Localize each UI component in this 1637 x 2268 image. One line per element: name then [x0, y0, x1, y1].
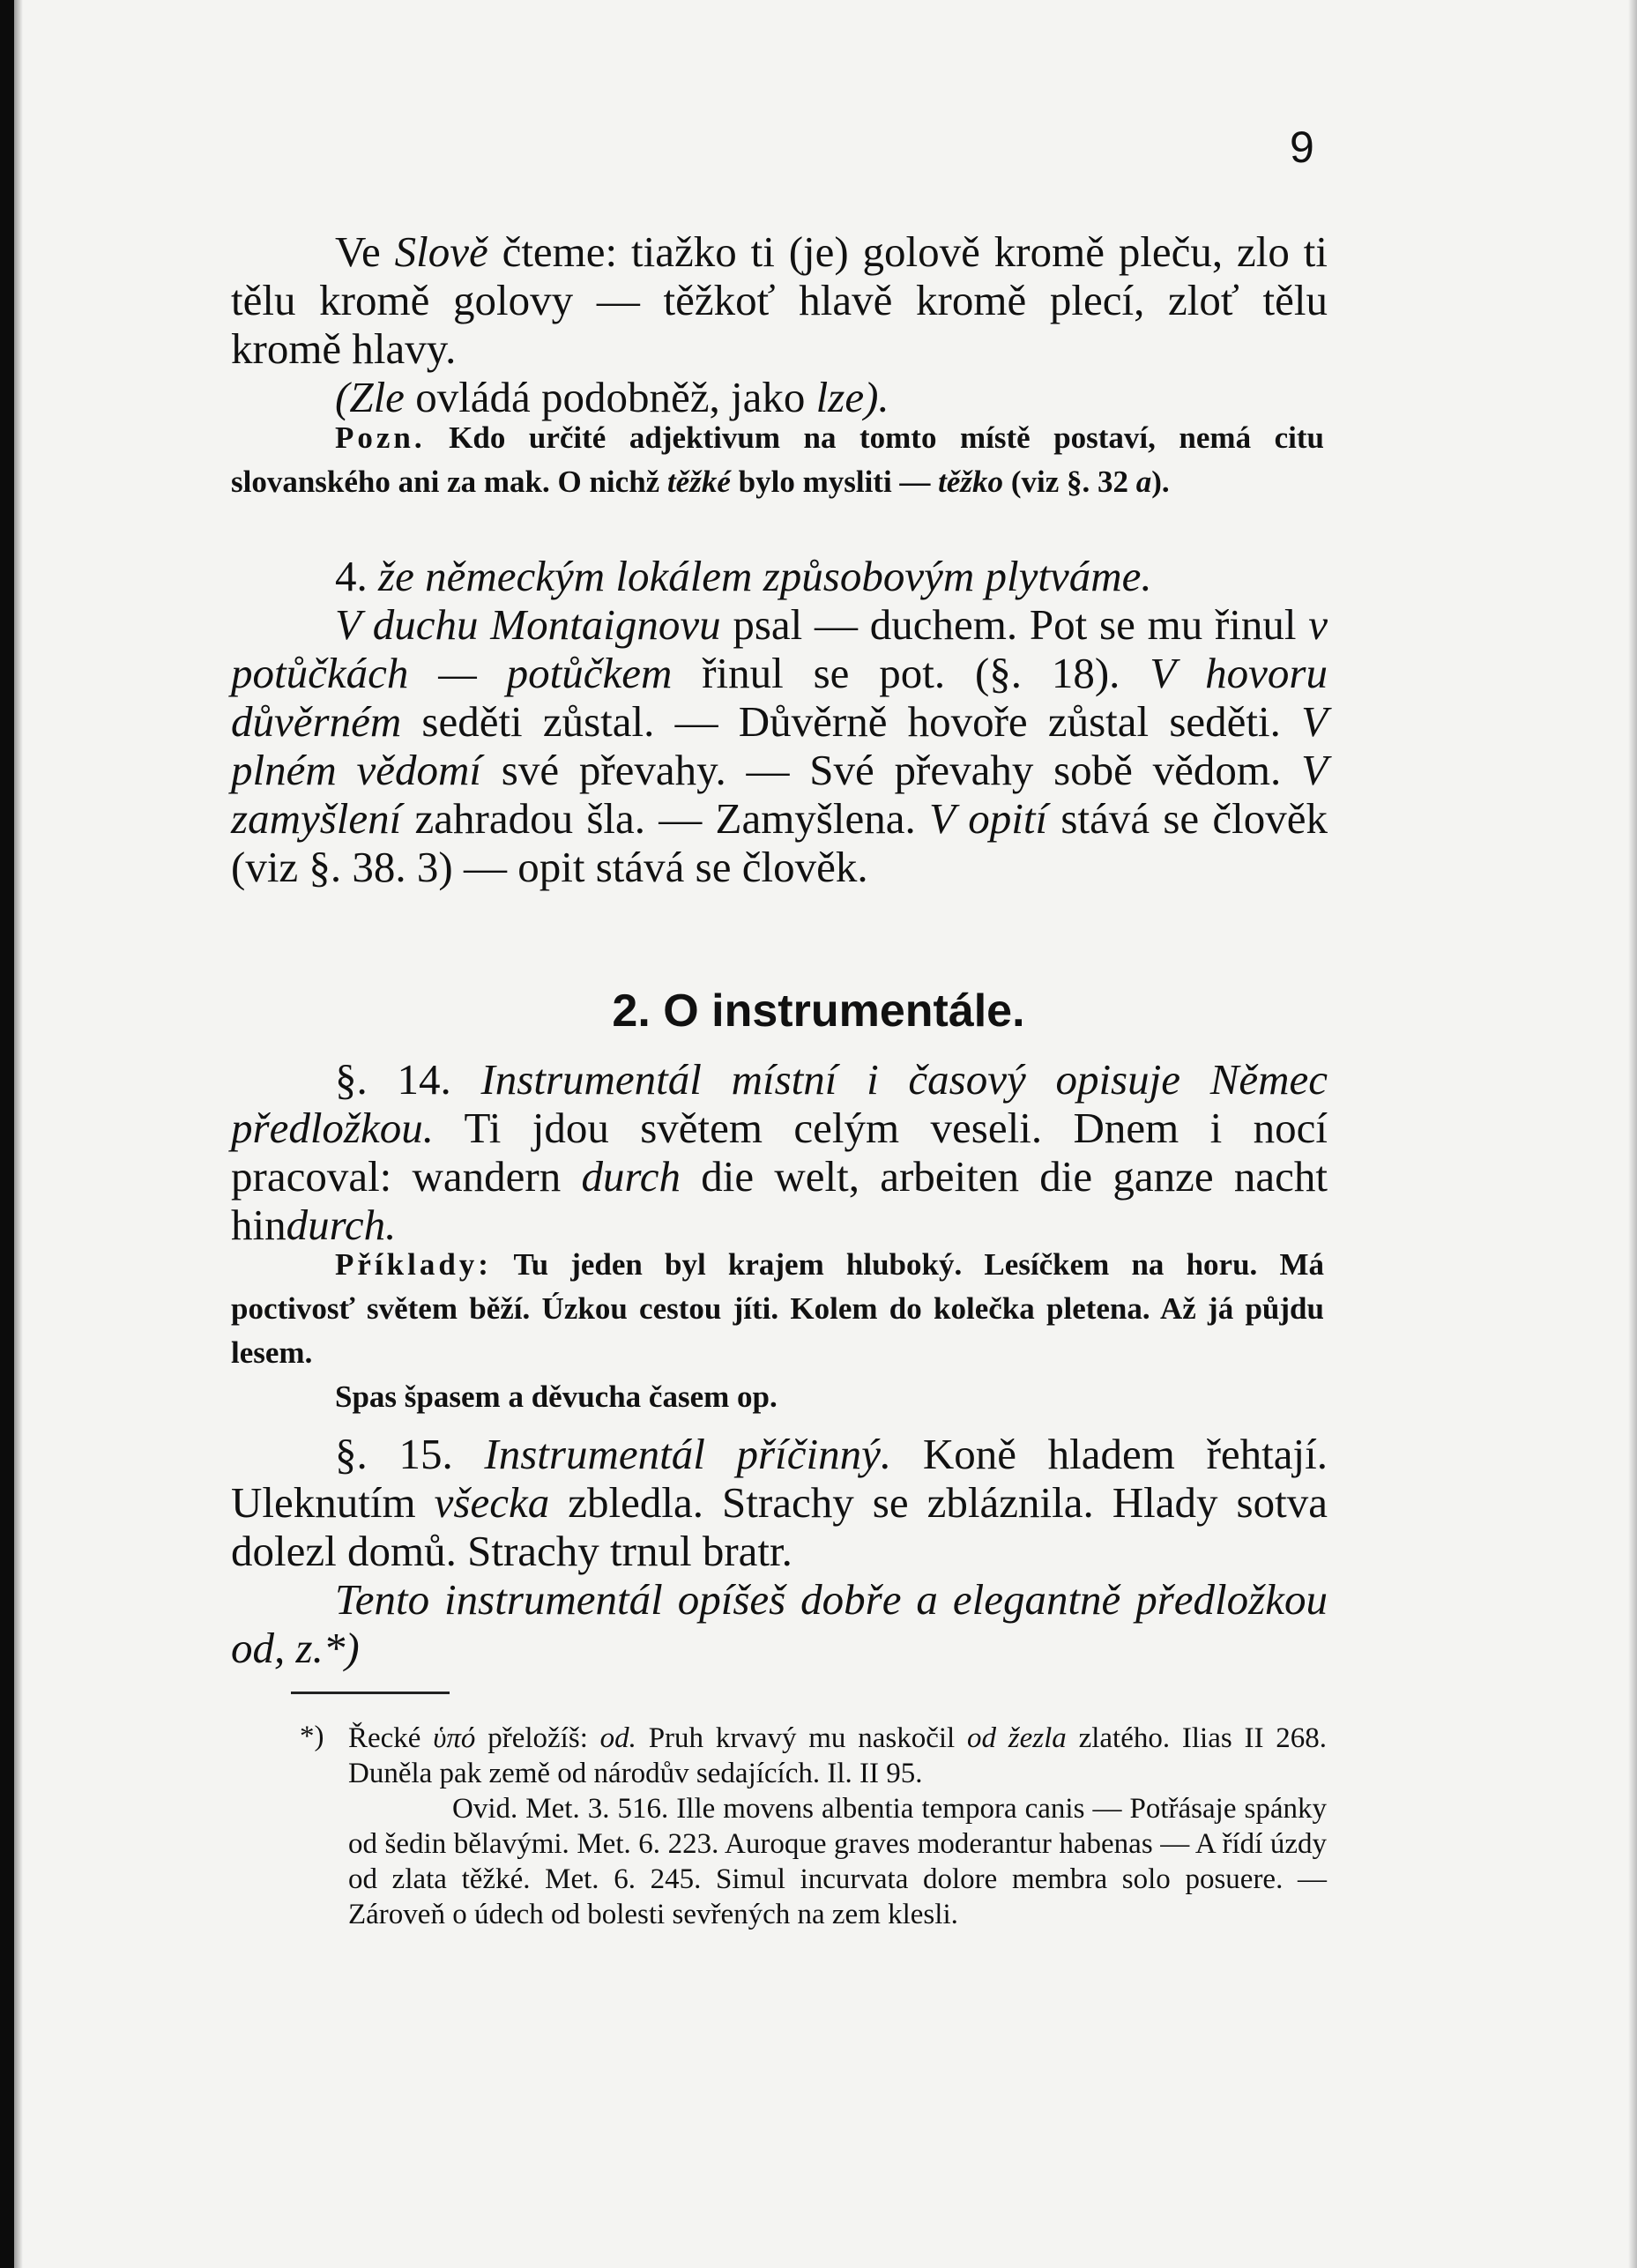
section-heading: 2. O instrumentále.	[612, 985, 1025, 1037]
footnote-mark: *)	[300, 1721, 324, 1752]
zle-paragraph: (Zle ovládá podobněž, jako lze).	[335, 373, 889, 421]
section-4-title: 4. že německým lokálem způsobovým plytváme.	[335, 552, 1152, 600]
spine-shadow	[14, 0, 23, 2268]
opening-paragraph	[231, 227, 1328, 421]
pozn-note: Pozn. Kdo určité adjektivum na tomto místě postaví, nemá citu slovanského ani za mak. O nichž těžké bylo mysliti — těžko (viz §. 32 a).	[231, 420, 1324, 499]
section-14: §. 14. Instrumentál místní i časový opisuje Němec předložkou. Ti jdou světem celým veseli. Dnem i nocí pracoval: wandern durch die welt, arbeiten die ganze nacht hindurch.	[231, 1055, 1328, 1249]
section-4	[231, 552, 1328, 891]
page-edge	[1628, 0, 1637, 2268]
page-spine	[0, 0, 14, 2268]
section-15: §. 15. Instrumentál příčinný. Koně hladem řehtají. Uleknutím všecka zbledla. Strachy se zbláznila. Hlady sotva dolezl domů. Strachy trnul bratr. Tento instrumentál opíšeš dobře a elegantně předložkou od, z.*)	[231, 1430, 1328, 1672]
section-4-body: V duchu Montaignovu psal — duchem. Pot se mu řinul v potůčkách — potůčkem řinul se pot. (§. 18). V hovoru důvěrném seděti zůstal. — Důvěrně hovoře zůstal seděti. V plném vědomí své převahy. — Své převahy sobě vědom. V zamyšlení zahradou šla. — Zamyšlena. V opití stává se člověk (viz §. 38. 3) — opit stává se člověk.	[231, 600, 1328, 891]
pozn-label: Pozn.	[335, 420, 426, 455]
priklady-label: Příklady:	[335, 1247, 492, 1282]
priklady: Příklady: Tu jeden byl krajem hluboký. Lesíčkem na horu. Má poctivosť světem běží. Úzkou cestou jíti. Kolem do kolečka pletena. Až já půjdu lesem. Spas špasem a děvucha časem op.	[231, 1247, 1324, 1414]
slove-paragraph: Ve Slově čteme: tiažko ti (je) golově kromě pleču, zlo ti tělu kromě golovy — těžkoť hlavě kromě plecí, zloť tělu kromě hlavy.	[231, 227, 1328, 373]
page-number: 9	[1290, 123, 1314, 172]
footnote-separator	[291, 1692, 450, 1694]
footnote: Řecké ὑπό přeložíš: od. Pruh krvavý mu naskočil od žezla zlatého. Ilias II 268. Duněla pak země od národův sedajících. Il. II 95. Ovid. Met. 3. 516. Ille movens albentia tempora canis — Potřásaje spánky od šedin bělavými. Met. 6. 223. Auroque graves moderantur habenas — A řídí úzdy od zlata těžké. Met. 6. 245. Simul incurvata dolore membra solo posuere. — Zároveň o údech od bolesti sevřených na zem klesli.	[348, 1722, 1328, 1930]
